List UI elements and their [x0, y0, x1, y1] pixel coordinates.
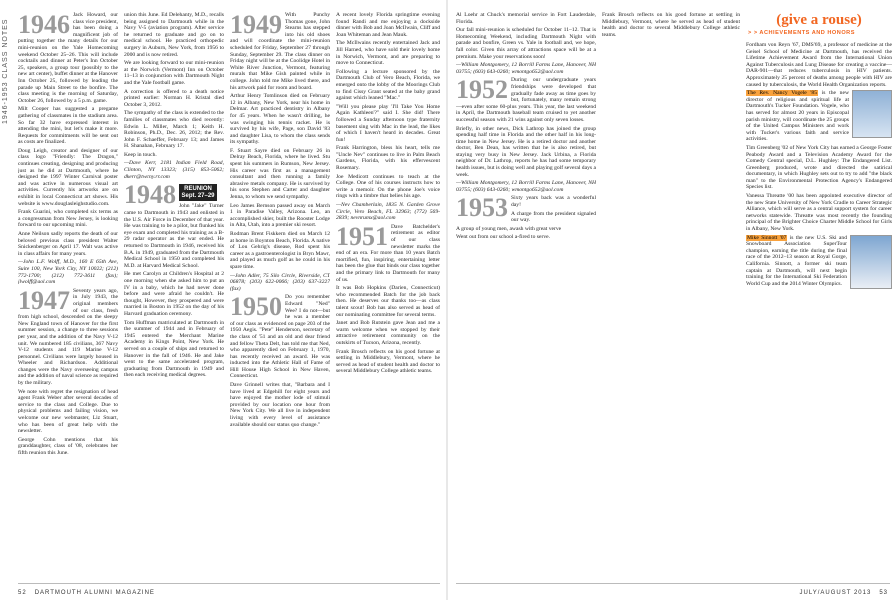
paragraph: We are looking forward to our mini-reunion at the Norwich (Vermont) Inn on October 11–13 in conjunction with Dartmouth Night and the Yale football game.: [124, 60, 224, 86]
secretary-signature: —William Montgomery, 12 Borrill Farms Lane, Hanover, NH 03755; (603) 643-0260; wmontgo652@aol.com: [456, 180, 596, 193]
paragraph: union this June. Ed Delehanty, M.D., recalls being assigned to Dartmouth while in the Navy V-5 (aviation program). After service he returned to graduate and go on to medical school. He practiced orthopedic surgery in Auburn, New York, from 1956 to 2000 and is now retired.: [124, 12, 224, 58]
reunion-badge: REUNION Sept. 27–29: [179, 184, 217, 201]
paragraph: A correction is offered to a death notice printed earlier: Norman H. Kristal died October 3, 2012.: [124, 88, 224, 108]
column-4: [336, 12, 440, 568]
poem-line: A group of young men, awash with great verve: [456, 225, 562, 232]
secretary-signature: —John Adler, 75 Silo Circle, Riverside, CT 06878; (203) 622-0066; (203) 637-3227 (fax): [230, 272, 330, 292]
paragraph: Milt Cooper has suggested a pregame gathering of classmates in the stadium area. So far 32 have expressed interest in attending the mini, but let's make it more. Requests for commitments will be sent out as costs are finalized.: [18, 106, 118, 146]
paragraph: Frank Harrington, bless his heart, tells me "Uncle Nev" continues to live in Palm Beach Gardens, Florida, with his effervescent Rosemary.: [336, 145, 440, 172]
paragraph: Joe Medicott continues to teach at the College. One of his courses instructs how to write a memoir. On the phone Joe's voice rings with a timbre that belies his age.: [336, 173, 440, 200]
paragraph: Frank Guarini, who completed six terms as a congressman from New Jersey, is looking forward to our upcoming mini.: [18, 209, 118, 229]
footer-rule: [18, 583, 440, 584]
paragraph: Leo James Bernson passed away on March 1 in Paradise Valley, Arizona. Leo, an accomplished skier, built the Rooster Lodge in Alta, Utah, into a premier ski resort.: [230, 202, 330, 229]
paragraph: Keep in touch.: [124, 151, 157, 158]
paragraph: Do you remember Edward "Ned" Wee? I do not—but he was a member of our class as evidenced on page 203 of the 1950 Aegis. "Pete" Henderson, secretary of the class of '51 and an old and dear friend and fellow Theta Delt, has told me that Ned, who apparently died on February 1, 1970, has recently received an award. He was inducted into the Athletic Hall of Fame of Hill House High School in New Haven, Connecticut.: [230, 294, 330, 380]
right-footer: [799, 590, 888, 596]
paragraph: The McIlwains recently entertained Jack and Jill Harned, who have sold their lovely home in Norwich, Vermont, and are preparing to move to Connecticut.: [336, 40, 440, 67]
paragraph: Fordham von Reyn '67, DMS'69, a professor of medicine at the Geisel School of Medicine at Dartmouth, has received the Lifetime Achievement Award from the International Union Against Tuberculosis and Lung Disease for creating a vaccine—DAR-901—that reduces tuberculosis in HIV patients. Approximately 25 percent of deaths among people with HIV are caused by tuberculosis, the World Health Organization reports.: [746, 42, 892, 88]
paragraph: Al Loehr at Chuck's memorial service in Fort Lauderdale, Florida.: [456, 12, 596, 25]
paragraph: During our undergraduate years friendships were developed that gradually fade away as time goes by but, fortunately, many remain strong—even after some 60-plus years. This year, the last weekend in April, the Dartmouth baseball team cruised to yet another successful season with 21 wins against only seven losses.: [456, 77, 596, 123]
year-1952-heading: 1952: [456, 75, 508, 105]
column-1: [18, 12, 118, 568]
paragraph: Dave Batchelder's retirement as editor of our class newsletter marks the end of an era. For more than 10 years Batch mortified, fun, inspiring, entertaining letter has been the glue that binds our class together and the primary link to Dartmouth for many of us.: [336, 223, 440, 283]
paragraph: He met Carolyn at Children's Hospital at 2 one morning when she asked him to put an IV in a baby, which he had never done before and were afraid he couldn't. He thought, However, they prospered and were married in Boston in 1952 on the day of his Harvard graduation ceremony.: [124, 271, 224, 317]
right-page: [448, 0, 896, 600]
column-2: [124, 12, 224, 568]
left-page: [0, 0, 446, 600]
paragraph: Rodman Brent Fiskkern died on March 12 at home in Boynton Beach, Florida. A native of Lou Gehrig's disease, Rod spent his career as a gastroenterologist in Bryn Mawr, and played as much golf as he could in his spare time.: [230, 231, 330, 270]
poem-line: A charge from the president signaled our way.: [511, 210, 596, 224]
paragraph: Tim Greenberg '02 of New York City has earned a George Foster Peabody Award and a Television Academy Award for the Comedy Central special, D.L. Hughley: The Endangered List. Greenberg produced, wrote and directed the satirical documentary, in which Hughley sets out to try to add "the black man" to the Environmental Protection Agency's Endangered Species list.: [746, 144, 892, 191]
paragraph: We note with regret the resignation of head agent Frank Weber after several decades of service to the class and College. Due to physical problems and failing vision, we welcome our new webmaster, Liz Stuart, who has been of great help with the newsletter.: [18, 388, 118, 435]
page-number: 53: [879, 590, 888, 596]
secretary-signature: —William Montgomery, 12 Borrill Farms Lane, Hanover, NH 03755; (603) 643-0260; wmontgo652@aol.com: [456, 62, 596, 75]
class-notes-side-tab: 1946-1953 CLASS NOTES: [2, 18, 9, 124]
footer-rule: [456, 583, 890, 584]
year-1947-heading: 1947: [18, 285, 70, 315]
paragraph: Tom Huffman matriculated at Dartmouth in the summer of 1944 and in February of 1945 entered the Merchant Marine Academy in Kings Point, New York. He served on a couple of ships and returned to Hanover in the fall of 1946. He and Jake went to the same accelerated program, graduating from Dartmouth in 1949 and then each receiving medical degrees.: [124, 319, 224, 379]
highlighted-name: The Rev. Nancy Vogele '85: [747, 90, 818, 97]
paragraph: Our fall mini-reunion is scheduled for October 11–12. That is Homecoming Weekend, including Dartmouth Night with parade and bonfire, Green vs. Yale in football and, we hope, fall color. Given this array of attractions space will be at a premium. Make your reservations soon!: [456, 27, 596, 60]
column-6: [602, 12, 740, 568]
page-number: 52: [18, 590, 27, 596]
paragraph: Frank Brosch reflects on his good fortune at settling in Middlebury, Vermont, where he served as head of student health and doctor to several Middlebury College athletic teams.: [602, 12, 740, 38]
paragraph: "Will you please play 'I'll Take You Home Again Kathleen'?" said I. She did! There followed a Sunday afternoon type fraternity basement sing with Mac in the lead, the likes of which I haven't heard in decades. Great fun!: [336, 103, 440, 143]
paragraph: Arthur Henry Tomlinson died on February 12 in Albany, New York, near his home in Delmar. Art practiced dentistry in Albany for 45 years. When he wasn't drilling, he was swinging his tennis racket. He is survived by his wife, Page, son David '83 and daughter Lisa, to whom the class sends its sympathy.: [230, 93, 330, 146]
paragraph: George Cohn mentions that his granddaughter, class of '08, celebrates her fifth reunion this June.: [18, 436, 118, 456]
column-5: [456, 12, 596, 568]
paragraph: Frank Brosch reflects on his good fortune at settling in Middlebury, Vermont, where he served as head of student health and doctor to several Middlebury College athletic teams.: [336, 348, 440, 375]
poem-line: Went out from our school a-fired to serve.: [456, 234, 550, 241]
paragraph: Briefly, in other news, Dick Lathrop has joined the group spending half time in Florida and the other half in his long-time home in New Jersey. He is a retired doctor and another doctor, Ben Dean, has written that he is also retired, but staying very busy in New Jersey. Jack Urbina, a Florida neighbor of Dr. Lathrop, reports he has had some temporary health issues, but is doing well and playing golf several days a week.: [456, 125, 596, 178]
paragraph: Doug Leigh, creator and designer of our class logo "Friendly: The Dragon," continues creating, designing and producing just as he did at Dartmouth, where he designed the 1997 Winter Carnival poster and was active in numerous visual art activities. Currently his artworks are on exhibit in local Connecticut art shows. His website is www.douglasleighstudio.com.: [18, 147, 118, 207]
sidebar-text: [746, 42, 892, 287]
year-1948-heading: 1948: [124, 180, 176, 210]
poem-line: Sixty years back was a wonderful day!: [511, 195, 596, 209]
year-1951-heading: 1951: [336, 221, 388, 251]
paragraph: It was Bob Hopkins (Darien, Connecticut) who recommended Batch for the job back then. He deserves our thanks too—as class talent scout! Bob has also served as head of our nominating committee for several terms.: [336, 285, 440, 318]
paragraph: Seventy years ago, in July 1943, the original members of our class, fresh from high school, descended on the sleepy New England town of Hanover for the first summer session, a change to three sessions per year, and the addition of the Navy V-12 unit. We numbered 185 civilians, 367 Navy V-12 students and 119 Marine V-12 personnel. Civilians were largely housed in Wheeler and Richardson. Additional changes were the Navy overseeing campus and the addition of naval science as required by the military.: [18, 287, 118, 387]
paragraph: Vanessa Threatte '00 has been appointed executive director of the new State University of New York Cradle to Career Strategic Alliance, which will serve as a central support system for career networks statewide. Threatte was most recently the founding principal of the Brighter Choice Charter Middle School for Girls in Albany, New York.: [746, 193, 892, 233]
column-3: [230, 12, 330, 568]
secretary-signature: —Dave Kerr, 2181 Indian Field Road, Clinton, NY 13323; (315) 853-5062; dkerr@twcny.rr.com: [124, 160, 224, 180]
paragraph: Following a lecture sponsored by the Dartmouth Club of Vero Beach, Florida, we emerged onto the lobby of the Moorings Club to find Cissy Grant seated at the baby grand against which leaned "Mac.": [336, 68, 440, 102]
year-1946-heading: 1946: [18, 12, 70, 39]
year-1953-heading: 1953: [456, 193, 508, 223]
honoree-item: Mike Sinnott '07 is the new U.S. Ski and Snowboard Association SuperTour champion, earning the title during the final race of the 2012–13 season at Royal Gorge, California. Sinnott, a former ski team captain at Dartmouth, will next begin training for the International Ski Federation World Cup and the 2014 Winter Olympics.: [746, 235, 892, 288]
paragraph: F. Stuart Sayre died on February 26 in Delray Beach, Florida, where he lived. Stu spent his summers in Rumson, New Jersey. His career was first as a management consultant and then running a family abrasive metals company. He is survived by his sons Stephen and Carter and daughter Jenna, to whom we send sympathy.: [230, 147, 330, 201]
paragraph: Jack Howard, our class vice president, has been doing a magnificent job of putting together the many details for our mini-reunion on the Yale Homecoming weekend October 25–26. This will include cocktails and dinner at Peter's Inn October 25, speakers, a group tour (possibly to the new art center), buffet dinner at the Hanover Inn October 25, followed by leading the parade up Main Street to the bonfire. The class meeting is the morning of Saturday, October 26, followed by a 5 p.m. game.: [18, 12, 118, 104]
sidebar-title: (give a rouse): [776, 12, 862, 28]
highlighted-name: Mike Sinnott '07: [747, 234, 787, 241]
issue-date: JULY/AUGUST 2013: [799, 590, 872, 596]
honoree-item: The Rev. Nancy Vogele '85 is the new director of religious and spiritual life at Dartmouth's Tucker Foundation. Vogele, who has served for almost 20 years in Episcopal parish ministry, will coordinate the 25 groups of the United Campus Ministers and work with Tucker's various faith and service activities.: [746, 90, 892, 143]
paragraph: Anne Neilson sadly reports the death of our beloved previous class president Walter Snickenberger on April 17. Walt was active in class affairs for many years.: [18, 231, 118, 257]
year-1950-heading: 1950: [230, 292, 282, 322]
paragraph: Dave Grinnell writes that, "Barbara and I have lived at Edgehill for eight years and have enjoyed the mother lode of stimuli provided by our location one hour from New York City. We all live in independent living with every level of assistance available should our status quo change.": [230, 382, 330, 428]
paragraph: With Punchy Thomas gone, John Stearns has stepped into his old shoes and will coordinate the mini-reunion scheduled for Friday, September 27 through Sunday, September 29. The class dinner on Friday night will be at the Coolidge Hotel in White River Junction, Vermont, featuring murals that Mike Gish painted while in college. John told me Mike lived there, and his artwork paid for room and board.: [230, 12, 330, 91]
secretary-signature: —John L.F. Wolff, M.D., 160 E 65th Ave, Suite 100, New York City, NY 10022; (212) 772-1700; (212) 772-3611 (fax); jlwolff@aol.com: [18, 259, 118, 286]
paragraph: A recent lovely Florida springtime evening found Randi and me enjoying a dockside dinner with Bob and Joan McIlwain, Cliff and Joan Whiteman and Jean Mauk.: [336, 12, 440, 38]
paragraph: The sympathy of the class is extended to the families of classmates who died recently: Edwin L. Miller, March 1; Keith H. Robinson, Ph.D., Dec. 26, 2012; the Rev. John F. Schaeffer, February 13; and James H. Shanahan, February 17.: [124, 110, 224, 150]
left-footer: [18, 590, 155, 596]
magazine-name: DARTMOUTH ALUMNI MAGAZINE: [34, 590, 155, 596]
year-1949-heading: 1949: [230, 12, 282, 39]
paragraph: John "Jake" Turner came to Dartmouth in 1943 and enlisted in the U.S. Air Force in December of that year. He was training to be a pilot, but flunked his eye exam and completed his training as a B-29 radar operator as the war ended. He returned to Dartmouth in 1946, received his B.A. in 1949, graduated from the Dartmouth Medical School in 1950 and completed his M.D. at Harvard Medical School.: [124, 203, 224, 269]
honoree-photo: [850, 235, 892, 289]
secretary-signature: —Nev Chamberlain, 1835 N. Garden Grove Circle, Vero Beach, FL 32963; (772) 569-2839; nevnrumx@aol.com: [336, 202, 440, 222]
paragraph: Janet and Bob Rutstein gave Jean and me a warm welcome when we stopped by their attractive retirement community on the outskirts of Tucson, Arizona, recently.: [336, 320, 440, 346]
give-a-rouse-sidebar: [746, 10, 892, 570]
honoree-photo: [852, 90, 892, 138]
sidebar-subtitle: > > ACHIEVEMENTS AND HONORS: [748, 30, 855, 36]
